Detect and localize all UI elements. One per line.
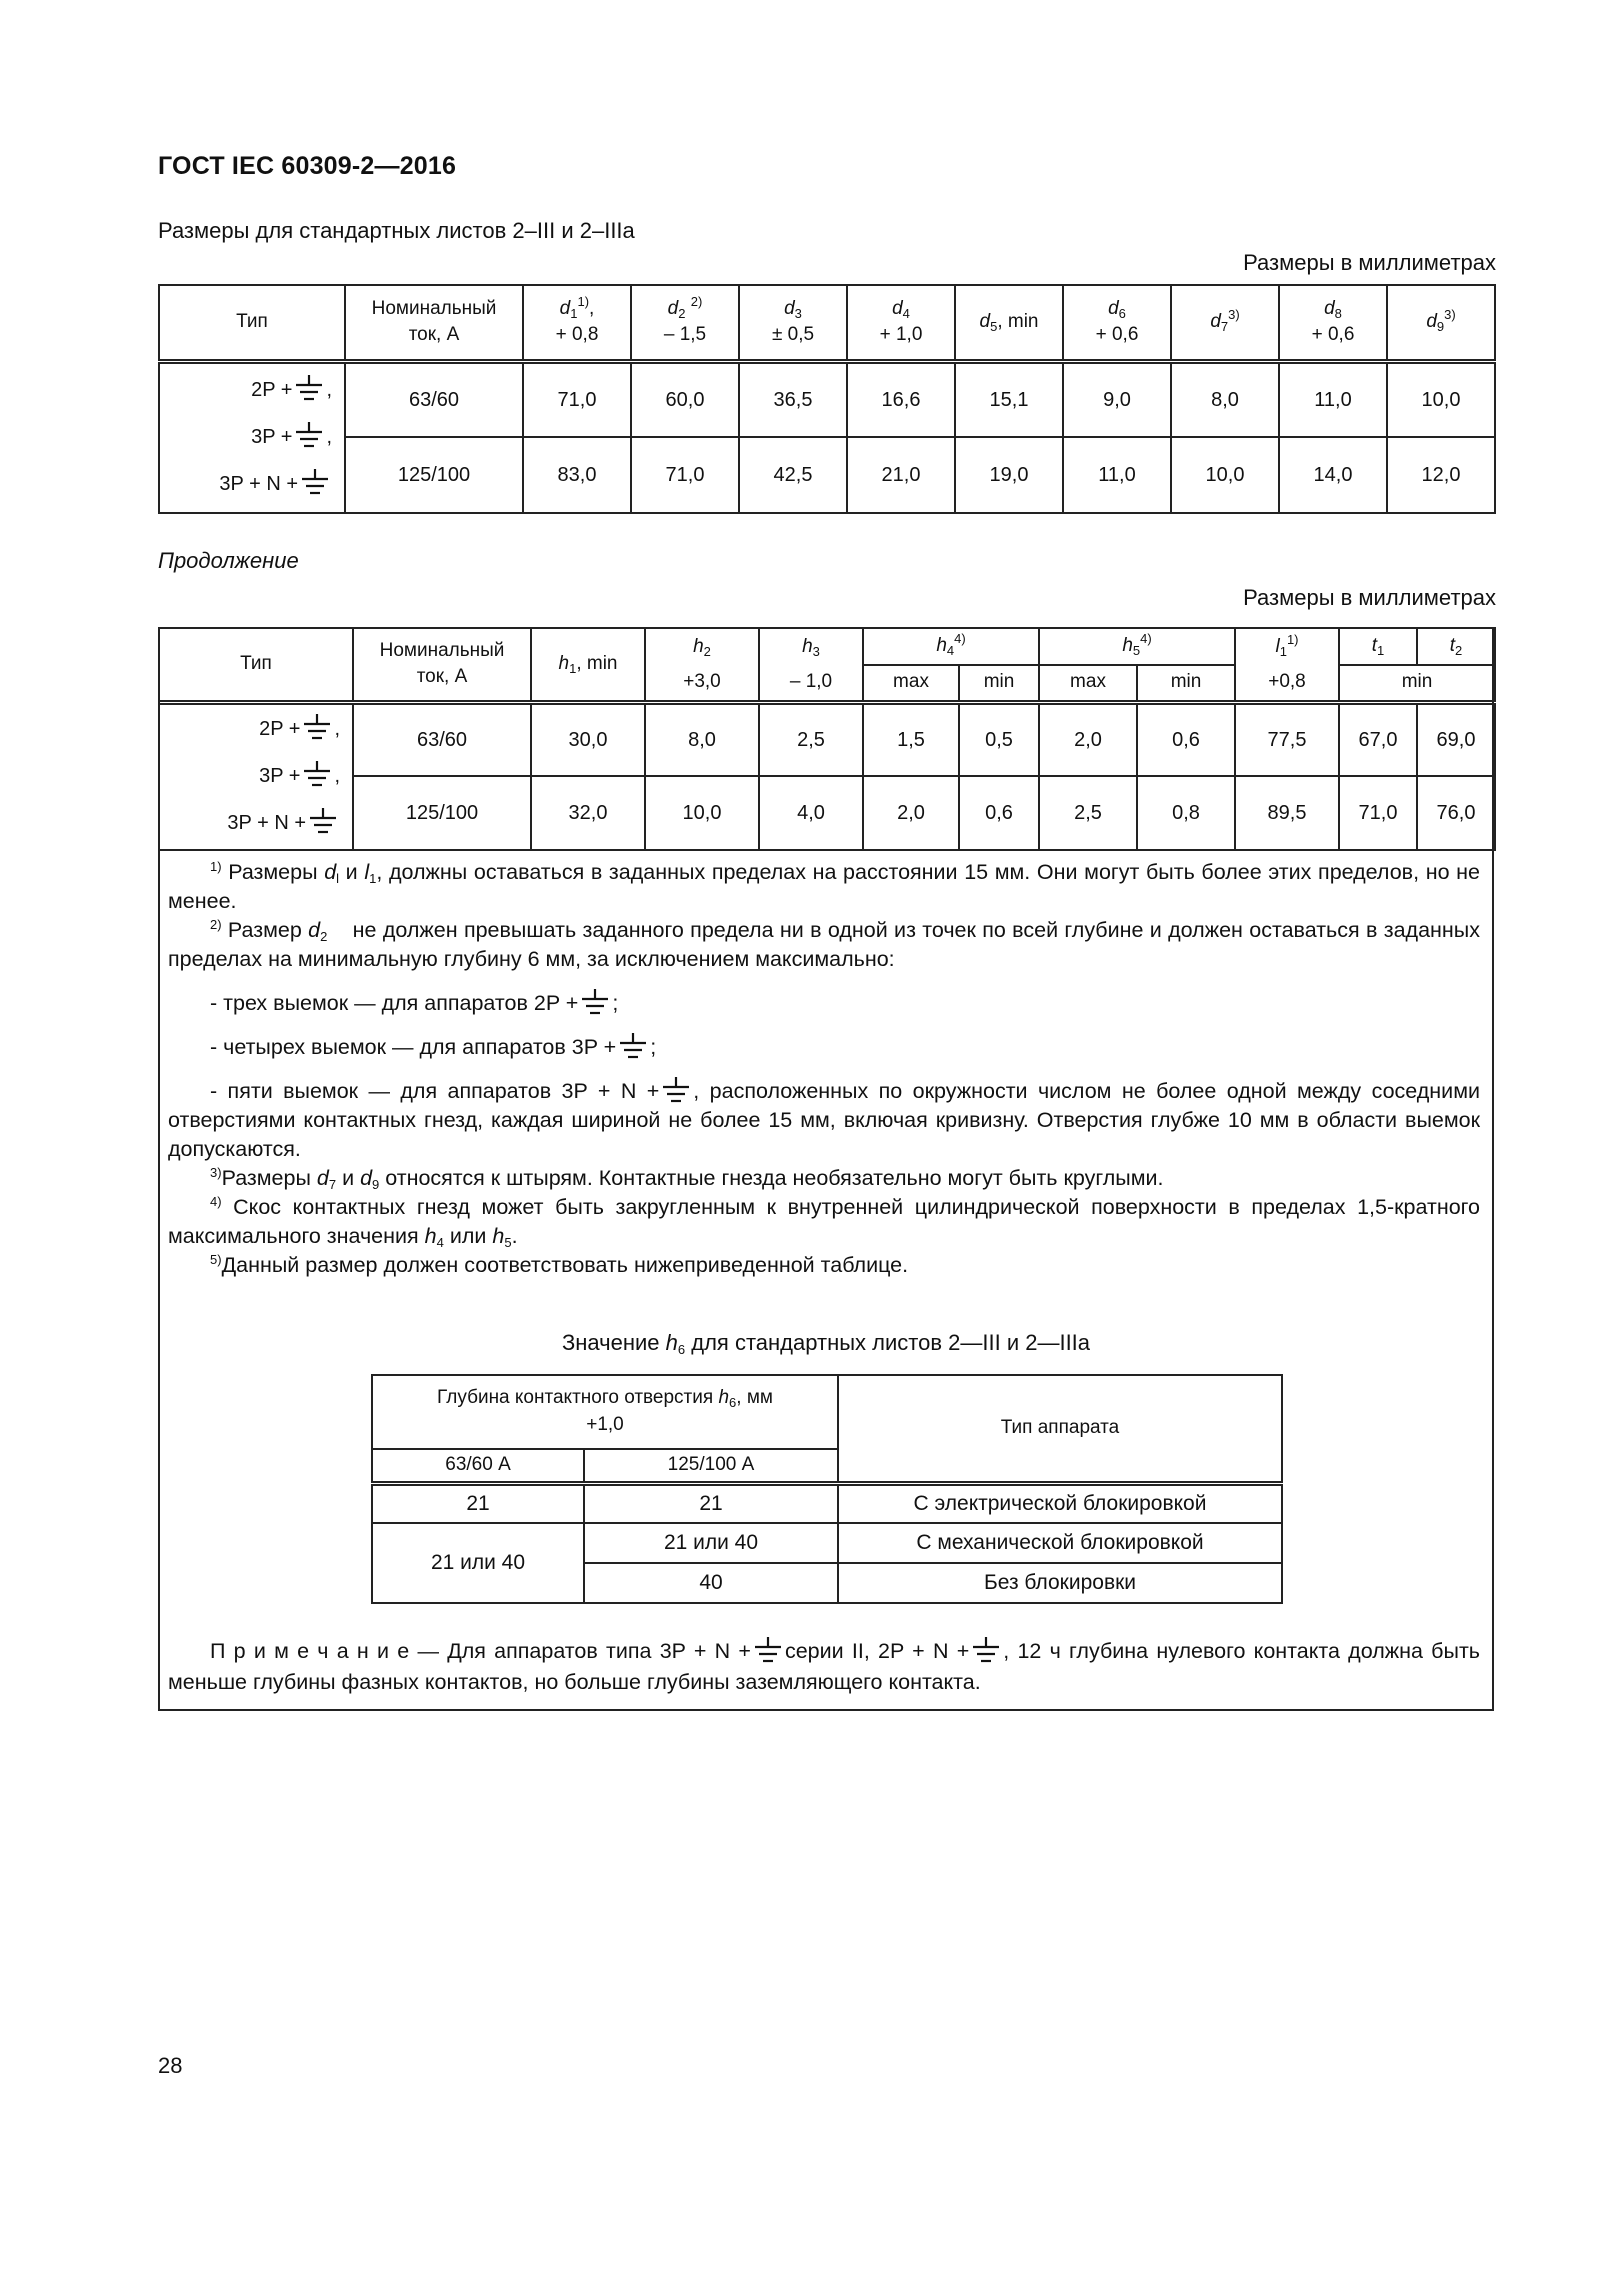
ground-symbol-icon [753,1636,783,1664]
header-h5: $h_5^{4)}$ [1039,628,1235,665]
table-cell: 12,0 [1387,437,1495,513]
table-cell: 1,5 [863,702,959,776]
footnote-2-item-1: - трех выемок — для аппаратов 2P + ; [168,988,1480,1018]
table-cell: 4,0 [759,776,863,850]
footnote-3: $^{3)}$Размеры $d_7$ и $d_9$ относятся к штырям. Контактные гнезда необязательно могут быть круглыми. [210,1165,1164,1192]
footnote-2-item-2: - четырех выемок — для аппаратов 3P + ; [168,1032,1480,1062]
ground-symbol-icon [580,988,610,1016]
table-cell: 21 или 40 [372,1523,584,1603]
table-cell: 71,0 [631,437,739,513]
table-cell: 0,5 [959,702,1039,776]
table-cell: 11,0 [1063,437,1171,513]
header-d4: $d_4$ + 1,0 [847,285,955,361]
header-current: Номинальный ток, А [353,628,531,702]
table-cell: 9,0 [1063,361,1171,437]
header-h2: $h_2$ [645,628,759,665]
header-h4: $h_4^{4)}$ [863,628,1039,665]
type-cell [159,702,353,850]
table-cell: 2,5 [1039,776,1137,850]
table-cell: 32,0 [531,776,645,850]
type-2p: 2P + , [160,706,340,753]
table-cell: 30,0 [531,702,645,776]
header-h2-tol: +3,0 [645,665,759,702]
table-cell: 16,6 [847,361,955,437]
table-cell: Без блокировки [838,1563,1282,1603]
header-h5-max: max [1039,665,1137,702]
table-cell: 19,0 [955,437,1063,513]
ground-symbol-icon [294,421,324,449]
table-cell: 15,1 [955,361,1063,437]
header-l1-tol: +0,8 [1235,665,1339,702]
table-cell: 0,6 [959,776,1039,850]
ground-symbol-icon [971,1636,1001,1664]
header-d8: $d_8$ + 0,6 [1279,285,1387,361]
type-3pn: 3P + N + [160,461,332,508]
footnote-1: $^{1)}$ Размеры $d_l$ и $l_1$, должны оставаться в заданных пределах на расстоянии 15 мм. Они могут быть более этих пределов, но не менее. [168,859,1480,913]
header-type: Тип [159,285,345,361]
header-125100: 125/100 А [584,1449,838,1483]
table-cell: 63/60 [345,361,523,437]
header-d9: $d_9^{3)}$ [1387,285,1495,361]
footnotes [168,858,1480,1280]
table-cell: 2,0 [1039,702,1137,776]
table2-caption: Продолжение [158,548,299,573]
type-3p: 3P + , [160,753,340,800]
table-cell: 77,5 [1235,702,1339,776]
final-note: П р и м е ч а н и е — Для аппаратов типа 3P + N + серии II, 2P + N + , 12 ч глубина нулевого контакта должна быть меньше глубины фазных контактов, но больше глубины заземляющего контакта. [168,1636,1480,1698]
table-cell: 71,0 [523,361,631,437]
type-3pn: 3P + N + [160,800,340,847]
table-cell: 60,0 [631,361,739,437]
table-cell: 0,8 [1137,776,1235,850]
ground-symbol-icon [302,713,332,741]
table-cell: 14,0 [1279,437,1387,513]
header-d3: $d_3$ ± 0,5 [739,285,847,361]
table-cell: 10,0 [1171,437,1279,513]
table-cell: 36,5 [739,361,847,437]
ground-symbol-icon [294,374,324,402]
table-cell: 76,0 [1417,776,1495,850]
header-h3: $h_3$ [759,628,863,665]
table1-units: Размеры в миллиметрах [1243,250,1496,275]
footnote-2-item-3: - пяти выемок — для аппаратов 3P + N + , расположенных по окружности числом не более одной между соседними отверстиями контактных гнезд, каждая шириной не более 15 мм, включая кривизну. Отверстия глубже 10 мм в области выемок допускаются. [168,1076,1480,1164]
page-number: 28 [158,2053,183,2078]
table3-caption: Значение $h_6$ для стандартных листов 2—III и 2—IIIa [561,1330,1091,1357]
header-type: Тип [159,628,353,702]
table2-units: Размеры в миллиметрах [1243,585,1496,610]
header-current: Номинальный ток, А [345,285,523,361]
header-d7: $d_7^{3)}$ [1171,285,1279,361]
header-d2: $d_2$ $^{2)}$ – 1,5 [631,285,739,361]
ground-symbol-icon [300,468,330,496]
footnote-4: $^{4)}$ Скос контактных гнезд может быть закругленным к внутренней цилиндрической поверхности в пределах 1,5-кратного максимального значения $h_4$ или $h_5$. [168,1194,1480,1250]
table3 [371,1374,1283,1604]
table-cell: 67,0 [1339,702,1417,776]
header-depth: Глубина контактного отверстия $h_6$, мм +1,0 [372,1375,838,1449]
ground-symbol-icon [661,1076,691,1104]
table-cell: 89,5 [1235,776,1339,850]
table-cell: 0,6 [1137,702,1235,776]
type-cell [159,361,345,513]
table-cell: 2,0 [863,776,959,850]
header-device-type: Тип аппарата [838,1375,1282,1483]
header-h4-max: max [863,665,959,702]
type-2p: 2P + , [160,367,332,414]
header-t1: $t_1$ [1339,628,1417,665]
ground-symbol-icon [308,807,338,835]
table-cell: 42,5 [739,437,847,513]
table-cell: С электрической блокировкой [838,1483,1282,1523]
table-cell: С механической блокировкой [838,1523,1282,1563]
table-cell: 11,0 [1279,361,1387,437]
table1 [158,284,1496,514]
table-cell: 83,0 [523,437,631,513]
table-cell: 125/100 [353,776,531,850]
header-h3-tol: – 1,0 [759,665,863,702]
table-cell: 71,0 [1339,776,1417,850]
table-cell: 21 [584,1483,838,1523]
table2 [158,627,1496,851]
table-cell: 8,0 [645,702,759,776]
ground-symbol-icon [618,1032,648,1060]
table-cell: 10,0 [645,776,759,850]
header-h1: $h_1$, min [531,628,645,702]
table-cell: 21 [372,1483,584,1523]
table1-caption: Размеры для стандартных листов 2–III и 2–IIIa [158,218,635,243]
header-h4-min: min [959,665,1039,702]
type-3p: 3P + , [160,414,332,461]
ground-symbol-icon [302,760,332,788]
header-t2: $t_2$ [1417,628,1495,665]
table-cell: 2,5 [759,702,863,776]
document-header: ГОСТ IEC 60309-2—2016 [158,152,457,180]
table-cell: 21 или 40 [584,1523,838,1563]
header-d5: $d_5$, min [955,285,1063,361]
header-t-min: min [1339,665,1495,702]
table-cell: 10,0 [1387,361,1495,437]
header-6360: 63/60 А [372,1449,584,1483]
header-d6: $d_6$ + 0,6 [1063,285,1171,361]
header-l1: $l_1^{1)}$ [1235,628,1339,665]
footnote-5: $^{5)}$Данный размер должен соответствовать нижеприведенной таблице. [210,1252,909,1277]
table-cell: 125/100 [345,437,523,513]
header-d1: $d_1^{1)}$, + 0,8 [523,285,631,361]
footnote-2: $^{2)}$ Размер $d_2$ не должен превышать заданного предела ни в одной из точек по всей глубине и должен оставаться в заданных пределах на минимальную глубину 6 мм, за исключением максимально: [168,917,1480,971]
table-cell: 69,0 [1417,702,1495,776]
table-cell: 21,0 [847,437,955,513]
table-cell: 63/60 [353,702,531,776]
header-h5-min: min [1137,665,1235,702]
table-cell: 8,0 [1171,361,1279,437]
table-cell: 40 [584,1563,838,1603]
